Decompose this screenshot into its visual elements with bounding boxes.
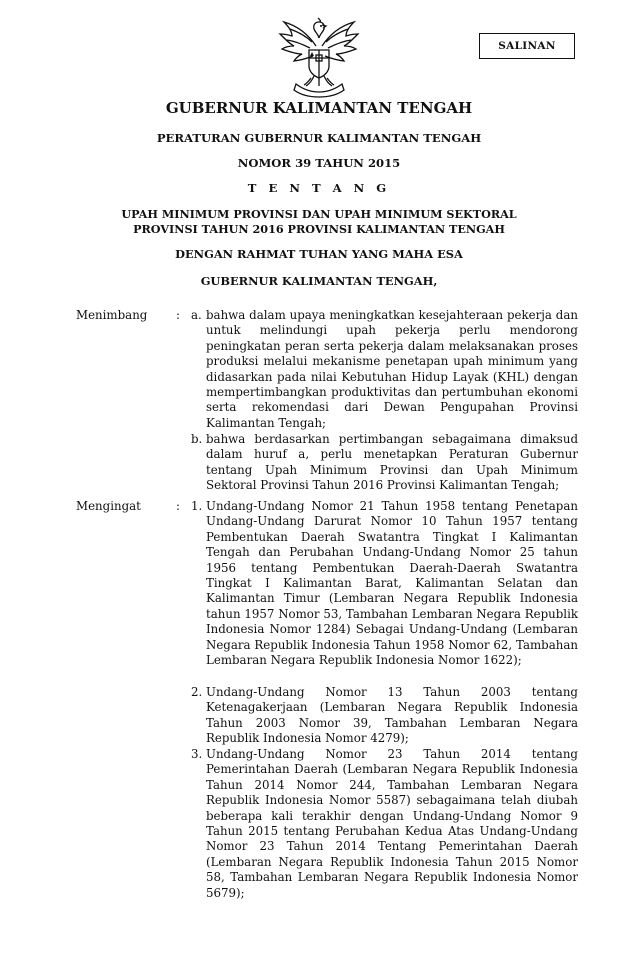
mengingat-item-1: Undang-Undang Nomor 21 Tahun 1958 tentang Penetapan Undang-Undang Darurat Nomor 10 Tahun 1957 tentang Pembentukan Daerah Swatantra Tingkat I Kalimantan Tengah dan Perubahan Undang-Undang Nomor 25 tahun 1956 tentang Pembentukan Daerah-Daerah Swatantra Tingkat I Kalimantan Barat, Kalimantan Selatan dan Kalimantan Timur (Lembaran Negara Republik Indonesia tahun 1957 Nomor 53, Tambahan Lembaran Negara Republik Indonesia Nomor 1284) Sebagai Undang-Undang (Lembaran Negara Republik Indonesia Tahun 1958 Nomor 62, Tambahan Lembaran Negara Republik Indonesia Nomor 1622); — [206, 499, 578, 668]
regulation-title: PERATURAN GUBERNUR KALIMANTAN TENGAH — [156, 131, 482, 145]
menimbang-item-a-mark: a. — [191, 308, 202, 322]
mengingat-label: Mengingat — [76, 499, 141, 513]
blessing-line: DENGAN RAHMAT TUHAN YANG MAHA ESA — [175, 247, 463, 261]
garuda-emblem-icon — [278, 12, 360, 98]
menimbang-label: Menimbang — [76, 308, 148, 322]
salinan-stamp: SALINAN — [479, 33, 575, 59]
mengingat-item-3-mark: 3. — [191, 747, 203, 761]
mengingat-item-1-mark: 1. — [191, 499, 203, 513]
about-heading: T E N T A N G — [247, 181, 391, 195]
subject-line-2: PROVINSI TAHUN 2016 PROVINSI KALIMANTAN TENGAH — [133, 222, 505, 236]
regulation-number: NOMOR 39 TAHUN 2015 — [237, 156, 401, 170]
mengingat-colon: : — [176, 499, 180, 513]
mengingat-item-2-mark: 2. — [191, 685, 203, 699]
menimbang-item-a: bahwa dalam upaya meningkatkan kesejahteraan pekerja dan untuk melindungi upah pekerja perlu mendorong peningkatan peran serta pekerja dalam melaksanakan proses produksi melalui mekanisme penetapan upah minimum yang didasarkan pada nilai Kebutuhan Hidup Layak (KHL) dengan mempertimbangkan produktivitas dan pertumbuhan ekonomi serta rekomendasi dari Dewan Pengupahan Provinsi Kalimantan Tengah; — [206, 308, 578, 430]
subject-line-1: UPAH MINIMUM PROVINSI DAN UPAH MINIMUM SEKTORAL — [121, 207, 517, 221]
menimbang-item-b-mark: b. — [191, 432, 203, 446]
governor-title: GUBERNUR KALIMANTAN TENGAH — [165, 99, 473, 117]
menimbang-item-b: bahwa berdasarkan pertimbangan sebagaimana dimaksud dalam huruf a, perlu menetapkan Peraturan Gubernur tentang Upah Minimum Provinsi dan Upah Minimum Sektoral Provinsi Tahun 2016 Provinsi Kalimantan Tengah; — [206, 432, 578, 493]
mengingat-item-3: Undang-Undang Nomor 23 Tahun 2014 tentang Pemerintahan Daerah (Lembaran Negara Republik Indonesia Tahun 2014 Nomor 244, Tambahan Lembaran Negara Republik Indonesia Nomor 5587) sebagaimana telah diubah beberapa kali terakhir dengan Undang-Undang Nomor 9 Tahun 2015 tentang Perubahan Kedua Atas Undang-Undang Nomor 23 Tahun 2014 Tentang Pemerintahan Daerah (Lembaran Negara Republik Indonesia Tahun 2015 Nomor 58, Tambahan Lembaran Negara Republik Indonesia Nomor 5679); — [206, 747, 578, 900]
mengingat-item-2: Undang-Undang Nomor 13 Tahun 2003 tentang Ketenagakerjaan (Lembaran Negara Republik Indonesia Tahun 2003 Nomor 39, Tambahan Lembaran Negara Republik Indonesia Nomor 4279); — [206, 685, 578, 746]
menimbang-colon: : — [176, 308, 180, 322]
governor-address: GUBERNUR KALIMANTAN TENGAH, — [200, 274, 438, 288]
